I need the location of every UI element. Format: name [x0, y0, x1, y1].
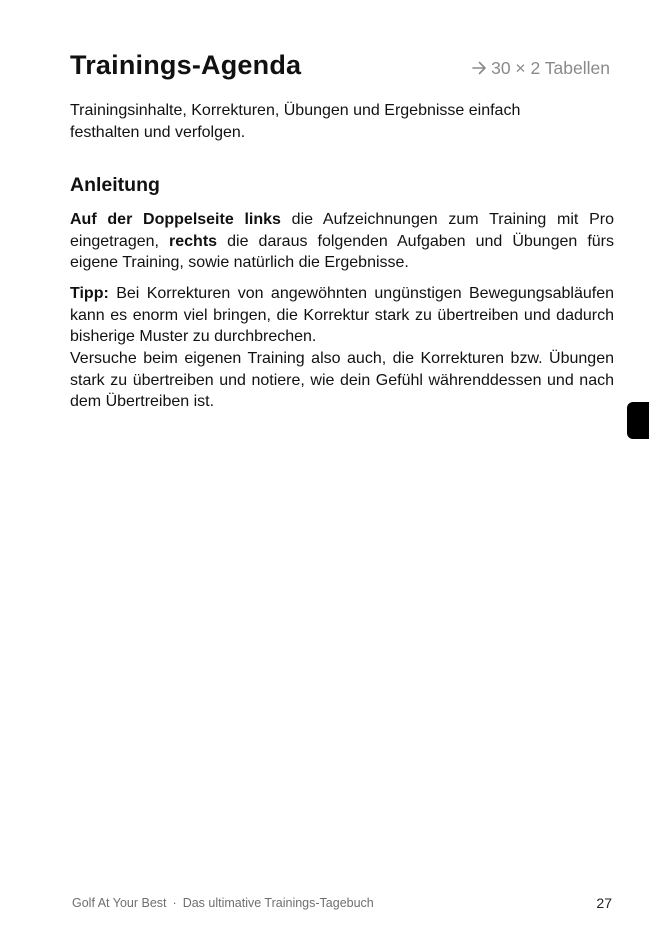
- section-heading-anleitung: Anleitung: [70, 174, 160, 196]
- tip-label: Tipp:: [70, 285, 109, 302]
- arrow-right-icon: [472, 56, 487, 80]
- instruction-text-2: die daraus folgenden Aufgaben und Übungen fürs eigene Training, sowie natürlich die Ergebnisse.: [70, 232, 614, 272]
- instruction-text-1: die Aufzeichnungen zum Training mit Pro eingetragen,: [70, 211, 614, 250]
- tip-text: Bei Korrekturen von angewöhnten ungünstigen Bewegungsabläufen kann es enorm viel bringen, die Korrektur stark zu übertreiben und dadurch bisherige Muster zu durchbrechen.: [70, 285, 614, 346]
- section-tab-marker: [627, 402, 649, 439]
- page-number: 27: [596, 895, 612, 911]
- tip-paragraph: [70, 283, 614, 348]
- footer-separator: ·: [172, 896, 177, 910]
- table-count-label: 30 × 2 Tabellen: [491, 58, 610, 78]
- emphasis-rechts: rechts: [169, 232, 218, 250]
- table-count: [472, 56, 610, 80]
- instruction-paragraph: [70, 209, 614, 274]
- page-title: Trainings-Agenda: [70, 50, 302, 80]
- footer: [72, 894, 374, 912]
- intro-text: Trainingsinhalte, Korrekturen, Übungen und Ergebnisse einfach festhalten und verfolgen.: [70, 102, 521, 141]
- footer-subtitle: Das ultimative Trainings-Tagebuch: [182, 896, 374, 910]
- practice-paragraph: Versuche beim eigenen Training also auch, die Korrekturen bzw. Übungen stark zu übertreiben und notiere, wie dein Gefühl währenddessen und nach dem Übertreiben ist.: [70, 350, 614, 411]
- footer-book-title: Golf At Your Best: [72, 896, 167, 910]
- emphasis-links: Auf der Doppelseite links: [70, 211, 281, 228]
